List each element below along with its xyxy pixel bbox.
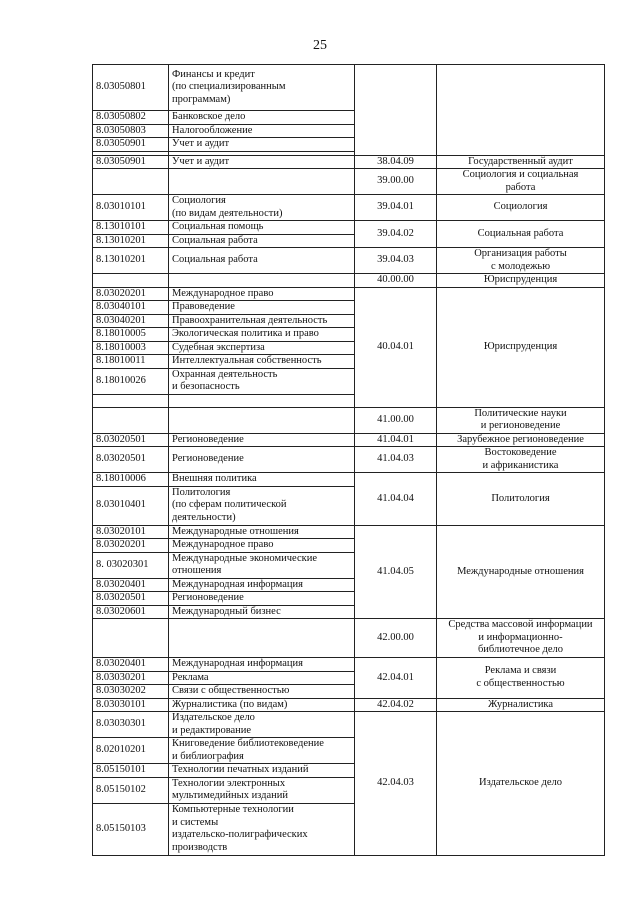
specialties-table	[92, 64, 605, 856]
program-name-cell: Социальная работа	[169, 248, 355, 274]
new-code-cell: 39.04.03	[355, 248, 437, 274]
new-code-cell	[355, 65, 437, 156]
table-row	[93, 473, 605, 487]
new-name-cell: Реклама и связи с общественностью	[437, 658, 605, 699]
new-name-cell: Социология и социальная работа	[437, 169, 605, 195]
new-code-cell: 42.04.02	[355, 698, 437, 712]
code-cell: 8.05150103	[93, 803, 169, 855]
program-name-cell: Международный бизнес	[169, 605, 355, 619]
code-cell: 8.13010101	[93, 221, 169, 235]
program-name-cell: Учет и аудит	[169, 138, 355, 152]
new-code-cell: 38.04.09	[355, 155, 437, 169]
table-row	[93, 169, 605, 195]
table-row	[93, 525, 605, 539]
code-cell	[93, 619, 169, 658]
code-cell: 8.03020501	[93, 592, 169, 606]
code-cell: 8. 03020301	[93, 552, 169, 578]
new-name-cell: Политология	[437, 473, 605, 526]
code-cell: 8.03020601	[93, 605, 169, 619]
code-cell: 8.03030301	[93, 712, 169, 738]
program-name-cell: Экологическая политика и право	[169, 328, 355, 342]
program-name-cell: Регионоведение	[169, 447, 355, 473]
program-name-cell: Компьютерные технологии и системы издательско-полиграфических производств	[169, 803, 355, 855]
code-cell: 8.18010011	[93, 355, 169, 369]
code-cell: 8.05150102	[93, 777, 169, 803]
code-cell	[93, 407, 169, 433]
code-cell: 8.03010101	[93, 195, 169, 221]
program-name-cell: Книговедение библиотековедение и библиография	[169, 738, 355, 764]
program-name-cell: Реклама	[169, 671, 355, 685]
code-cell: 8.03050901	[93, 155, 169, 169]
program-name-cell: Правоохранительная деятельность	[169, 314, 355, 328]
code-cell: 8.03050801	[93, 65, 169, 111]
code-cell: 8.13010201	[93, 234, 169, 248]
table-row	[93, 447, 605, 473]
code-cell: 8.03030202	[93, 685, 169, 699]
code-cell	[93, 169, 169, 195]
new-code-cell: 42.04.01	[355, 658, 437, 699]
new-name-cell: Издательское дело	[437, 712, 605, 856]
new-name-cell: Международные отношения	[437, 525, 605, 619]
code-cell: 8.03050803	[93, 124, 169, 138]
program-name-cell	[169, 407, 355, 433]
new-name-cell: Социальная работа	[437, 221, 605, 248]
program-name-cell: Международные отношения	[169, 525, 355, 539]
code-cell: 8.03020201	[93, 287, 169, 301]
program-name-cell: Социология (по видам деятельности)	[169, 195, 355, 221]
new-code-cell: 40.00.00	[355, 274, 437, 288]
new-name-cell: Организация работы с молодежью	[437, 248, 605, 274]
program-name-cell: Интеллектуальная собственность	[169, 355, 355, 369]
program-name-cell: Судебная экспертиза	[169, 341, 355, 355]
new-code-cell: 42.00.00	[355, 619, 437, 658]
table-row	[93, 248, 605, 274]
new-name-cell: Востоковедение и африканистика	[437, 447, 605, 473]
code-cell: 8.03020501	[93, 447, 169, 473]
program-name-cell: Налогообложение	[169, 124, 355, 138]
program-name-cell: Международное право	[169, 287, 355, 301]
code-cell: 8.03020101	[93, 525, 169, 539]
table-row	[93, 712, 605, 738]
code-cell: 8.18010026	[93, 368, 169, 394]
code-cell: 8.03030201	[93, 671, 169, 685]
code-cell: 8.03020401	[93, 658, 169, 672]
new-name-cell: Журналистика	[437, 698, 605, 712]
table-row	[93, 155, 605, 169]
program-name-cell: Правоведение	[169, 301, 355, 315]
new-name-cell: Социология	[437, 195, 605, 221]
code-cell: 8.03050802	[93, 111, 169, 125]
program-name-cell: Политология (по сферам политической деятельности)	[169, 486, 355, 525]
table-row	[93, 433, 605, 447]
new-name-cell: Средства массовой информации и информационно- библиотечное дело	[437, 619, 605, 658]
program-name-cell: Связи с общественностью	[169, 685, 355, 699]
code-cell: 8.03050901	[93, 138, 169, 152]
table-row	[93, 274, 605, 288]
table-row	[93, 65, 605, 111]
new-name-cell: Зарубежное регионоведение	[437, 433, 605, 447]
new-code-cell: 41.00.00	[355, 407, 437, 433]
table-row	[93, 698, 605, 712]
new-code-cell: 41.04.01	[355, 433, 437, 447]
new-code-cell: 39.04.02	[355, 221, 437, 248]
program-name-cell: Международная информация	[169, 578, 355, 592]
table-row	[93, 619, 605, 658]
program-name-cell	[169, 394, 355, 407]
program-name-cell: Финансы и кредит (по специализированным программам)	[169, 65, 355, 111]
program-name-cell: Международные экономические отношения	[169, 552, 355, 578]
new-code-cell: 41.04.03	[355, 447, 437, 473]
table-row	[93, 221, 605, 235]
program-name-cell: Охранная деятельность и безопасность	[169, 368, 355, 394]
program-name-cell: Регионоведение	[169, 433, 355, 447]
program-name-cell	[169, 274, 355, 288]
page-number: 25	[313, 38, 327, 53]
program-name-cell: Технологии печатных изданий	[169, 764, 355, 778]
code-cell: 8.02010201	[93, 738, 169, 764]
program-name-cell: Международное право	[169, 539, 355, 553]
code-cell: 8.03040101	[93, 301, 169, 315]
program-name-cell: Технологии электронных мультимедийных изданий	[169, 777, 355, 803]
table-row	[93, 287, 605, 301]
code-cell: 8.13010201	[93, 248, 169, 274]
code-cell: 8.03020201	[93, 539, 169, 553]
program-name-cell: Социальная работа	[169, 234, 355, 248]
new-code-cell: 39.00.00	[355, 169, 437, 195]
code-cell: 8.03010401	[93, 486, 169, 525]
code-cell	[93, 274, 169, 288]
code-cell: 8.03040201	[93, 314, 169, 328]
new-code-cell: 39.04.01	[355, 195, 437, 221]
new-name-cell: Политические науки и регионоведение	[437, 407, 605, 433]
program-name-cell	[169, 619, 355, 658]
program-name-cell: Журналистика (по видам)	[169, 698, 355, 712]
new-code-cell: 40.04.01	[355, 287, 437, 407]
program-name-cell: Банковское дело	[169, 111, 355, 125]
program-name-cell: Учет и аудит	[169, 155, 355, 169]
program-name-cell	[169, 169, 355, 195]
code-cell: 8.18010006	[93, 473, 169, 487]
code-cell: 8.03030101	[93, 698, 169, 712]
program-name-cell: Социальная помощь	[169, 221, 355, 235]
code-cell	[93, 394, 169, 407]
new-name-cell	[437, 65, 605, 156]
code-cell: 8.03020501	[93, 433, 169, 447]
new-name-cell: Юриспруденция	[437, 274, 605, 288]
table-row	[93, 195, 605, 221]
new-code-cell: 41.04.04	[355, 473, 437, 526]
table-row	[93, 658, 605, 672]
new-name-cell: Государственный аудит	[437, 155, 605, 169]
new-code-cell: 42.04.03	[355, 712, 437, 856]
code-cell: 8.18010003	[93, 341, 169, 355]
new-name-cell: Юриспруденция	[437, 287, 605, 407]
program-name-cell: Внешняя политика	[169, 473, 355, 487]
code-cell: 8.18010005	[93, 328, 169, 342]
code-cell: 8.03020401	[93, 578, 169, 592]
new-code-cell: 41.04.05	[355, 525, 437, 619]
program-name-cell: Издательское дело и редактирование	[169, 712, 355, 738]
program-name-cell: Регионоведение	[169, 592, 355, 606]
code-cell: 8.05150101	[93, 764, 169, 778]
program-name-cell: Международная информация	[169, 658, 355, 672]
table-row	[93, 407, 605, 433]
